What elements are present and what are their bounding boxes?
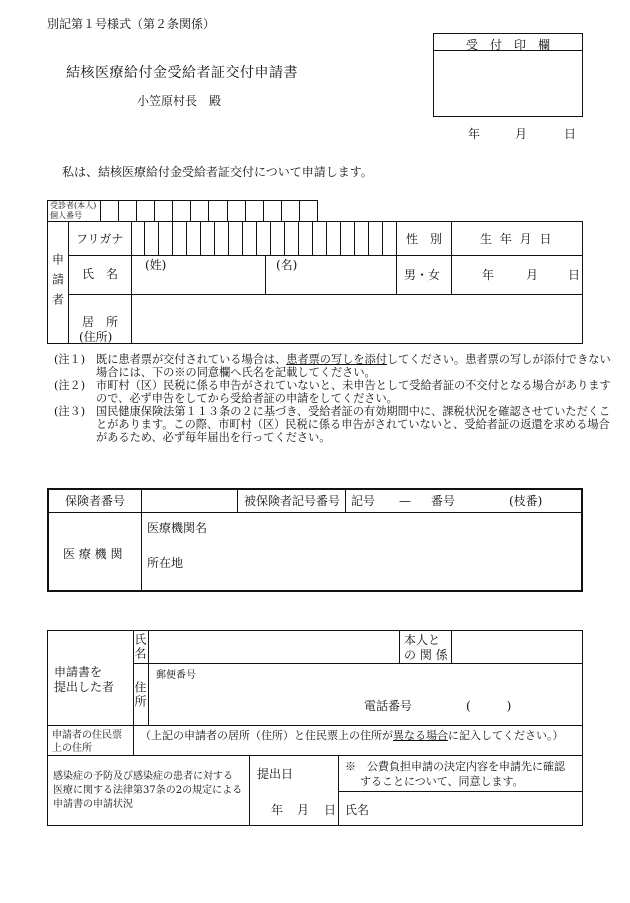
furigana-cell[interactable] — [187, 222, 201, 255]
submitter-name-input[interactable] — [149, 631, 399, 663]
furigana-label: フリガナ — [76, 232, 124, 246]
note-text: 市町村（区）民税に係る申告がされていないと、未申告として受給者証の不交付となる場合がありますので、必ず申告をしてから受給者証の申請をしてください。 — [96, 379, 611, 405]
personal-number-row — [47, 200, 318, 222]
form-title: 結核医療給付金受給者証交付申請書 — [66, 65, 298, 81]
form-number: 別記第１号様式（第２条関係） — [47, 17, 216, 31]
submitter-address-label: 住所 — [133, 681, 147, 709]
id-digit-cell[interactable] — [190, 201, 208, 221]
furigana-cell[interactable] — [243, 222, 257, 255]
id-digit-cell[interactable] — [227, 201, 245, 221]
branch-label: (枝番) — [509, 494, 543, 508]
submitter-name-label: 氏名 — [133, 633, 147, 661]
name-label: 氏 名 — [82, 267, 119, 281]
gender-options[interactable]: 男・女 — [404, 268, 441, 282]
medical-institution-label: 医 療 機 関 — [63, 547, 123, 561]
addressee: 小笠原村長 殿 — [137, 94, 222, 108]
note-label: (注３) — [54, 405, 86, 418]
furigana-cell[interactable] — [173, 222, 187, 255]
residence-note-text: に記入してください。） — [448, 729, 564, 742]
law-line-1: 感染症の予防及び感染症の患者に対する — [53, 771, 233, 782]
receipt-year: 年 — [468, 127, 481, 141]
furigana-cell[interactable] — [383, 222, 396, 255]
consent-name-input[interactable] — [373, 792, 582, 825]
furigana-cell[interactable] — [215, 222, 229, 255]
phone-label: 電話番号 — [364, 699, 413, 713]
note-underline: 患者票の写しを添付 — [286, 353, 387, 366]
furigana-cell[interactable] — [145, 222, 159, 255]
consent-line-1: ※ 公費負担申請の決定内容を申請先に確認 — [345, 760, 565, 773]
number-label: 番号 — [431, 494, 456, 508]
insurance-block — [47, 488, 583, 592]
address-input[interactable] — [132, 295, 582, 343]
furigana-cell[interactable] — [271, 222, 285, 255]
note-label: (注２) — [54, 379, 86, 392]
id-digit-cell[interactable] — [245, 201, 263, 221]
submit-date-label: 提出日 — [257, 767, 294, 781]
submitter-block — [47, 630, 583, 726]
residence-note-text: （上記の申請者の居所（住所）と住民票上の住所が — [140, 729, 393, 742]
furigana-cell[interactable] — [159, 222, 173, 255]
law-line-2: 医療に関する法律第37条の2の規定による — [53, 785, 243, 796]
application-statement: 私は、結核医療給付金受給者証交付について申請します。 — [62, 165, 373, 179]
id-digit-cell[interactable] — [281, 201, 299, 221]
id-digit-cell[interactable] — [299, 201, 317, 221]
note-1 — [54, 353, 616, 379]
applicant-side-label: 申請者 — [50, 252, 65, 313]
submit-day: 日 — [324, 803, 337, 817]
submit-year: 年 — [271, 803, 284, 817]
birth-month: 月 — [526, 268, 539, 282]
furigana-cell[interactable] — [299, 222, 313, 255]
id-digit-cell[interactable] — [154, 201, 172, 221]
note-text: 既に患者票が交付されている場合は、 — [96, 353, 287, 366]
consent-name-label: 氏名 — [345, 803, 370, 817]
gender-label: 性 別 — [406, 232, 443, 246]
furigana-cell[interactable] — [257, 222, 271, 255]
given-name-hint: (名) — [276, 258, 298, 272]
id-digit-cell[interactable] — [208, 201, 226, 221]
submitter-label-1: 申請書を — [54, 665, 103, 679]
postal-code-label: 郵便番号 — [156, 670, 196, 681]
furigana-cell[interactable] — [327, 222, 341, 255]
birth-year: 年 — [482, 268, 495, 282]
relation-input[interactable] — [452, 631, 582, 663]
furigana-cell[interactable] — [313, 222, 327, 255]
institution-name-label: 医療機関名 — [147, 521, 208, 535]
id-label-2: 個人番号 — [50, 211, 82, 220]
furigana-cell[interactable] — [285, 222, 299, 255]
receipt-day: 日 — [564, 127, 577, 141]
insurer-number-input[interactable] — [142, 490, 237, 512]
insured-number-label: 被保険者記号番号 — [244, 494, 341, 508]
id-digit-cell[interactable] — [118, 201, 136, 221]
symbol-dash: — — [399, 494, 411, 508]
furigana-cell[interactable] — [341, 222, 355, 255]
furigana-cell[interactable] — [201, 222, 215, 255]
birth-day: 日 — [568, 268, 581, 282]
note-text: 国民健康保険法第１１３条の２に基づき、受給者証の有効期間中に、課税状況を確認させていただくことがあります。この際、市町村（区）民税に係る申告がされていないと、受給者証の返還を求める場合があるため、必ず毎年届出を行ってください。 — [96, 405, 611, 444]
relation-label-1: 本人と — [404, 633, 441, 647]
surname-hint: (姓) — [145, 258, 167, 272]
residence-label-2: 上の住所 — [52, 743, 92, 754]
location-label: 所在地 — [147, 556, 184, 570]
submitter-label-2: 提出した者 — [54, 680, 115, 694]
id-digit-cell[interactable] — [263, 201, 281, 221]
note-text: してください。患者票の写しが添付できない場合には、下の※の同意欄へ氏名を記載してください。 — [96, 353, 611, 379]
law-line-3: 申請書の申請状況 — [53, 799, 133, 810]
residence-row — [47, 725, 583, 756]
furigana-cell[interactable] — [369, 222, 383, 255]
receipt-month: 月 — [515, 127, 528, 141]
notes — [54, 353, 616, 444]
address-label-2: (住所) — [79, 330, 113, 344]
symbol-label: 記号 — [351, 494, 376, 508]
applicant-block — [47, 221, 583, 344]
residence-note — [140, 730, 564, 741]
note-3 — [54, 405, 616, 444]
furigana-cell[interactable] — [355, 222, 369, 255]
note-2 — [54, 379, 616, 405]
residence-label-1: 申請者の住民票 — [52, 730, 122, 741]
id-label-1: 受診者(本人) — [50, 201, 97, 210]
note-label: (注１) — [54, 353, 86, 366]
id-digit-cell[interactable] — [136, 201, 154, 221]
address-label: 居 所 — [82, 315, 119, 329]
receipt-stamp-label: 受 付 印 欄 — [465, 38, 550, 52]
furigana-cell[interactable] — [229, 222, 243, 255]
insurer-number-label: 保険者番号 — [65, 494, 126, 508]
birth-label: 生 年 月 日 — [480, 232, 554, 246]
id-digit-cell[interactable] — [172, 201, 190, 221]
receipt-stamp-box — [433, 33, 583, 117]
submit-month: 月 — [297, 803, 310, 817]
phone-parens: ( ) — [466, 699, 512, 713]
id-digit-cell[interactable] — [100, 201, 118, 221]
law-block — [47, 755, 583, 826]
relation-label-2: の 関 係 — [404, 648, 448, 662]
residence-note-underline: 異なる場合 — [393, 729, 448, 742]
furigana-cell[interactable] — [131, 222, 145, 255]
consent-line-2: することについて、同意します。 — [360, 775, 524, 788]
